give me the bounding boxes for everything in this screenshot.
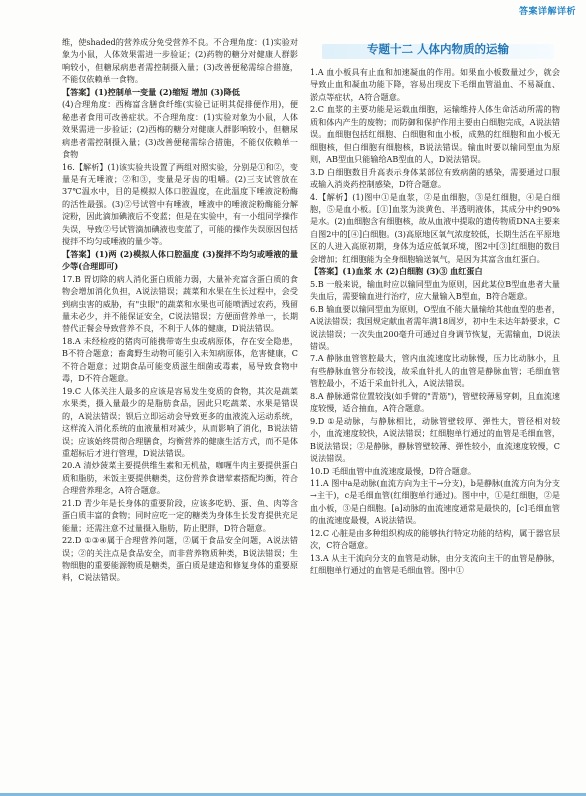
left-answer: 【答案】(1)两 (2)模拟人体口腔温度 (3)搅拌不均匀或唾液的量少等(合理即可) [62, 248, 298, 272]
left-question-item: 18.A 未经检疫的猪肉可能携带寄生虫或病原体，存在安全隐患，B不符合题意；畜禽野生动物可能引入未知病原体，危害健康，C不符合题意；过期食品可能变质滋生细菌或毒素，易导致食物中毒，D不符合题意。 [62, 335, 298, 384]
right-column [310, 66, 560, 577]
left-question-item: 20.A 清炒菠菜主要提供维生素和无机盐，咖喱牛肉主要提供蛋白质和脂肪，米饭主要提供糖类，这份营养食谱荤素搭配均衡，符合合理营养理念，A符合题意。 [62, 460, 298, 496]
right-question-item: 2.C 血浆的主要功能是运载血细胞，运输维持人体生命活动所需的物质和体内产生的废物；而防御和保护作用主要由白细胞完成，A说法错误。血细胞包括红细胞、白细胞和血小板，成熟的红细胞和血小板无细胞核，但白细胞有细胞核，B说法错误。输血时要以输同型血为原则，AB型血只能输给AB型血的人，D说法错误。 [310, 104, 560, 165]
right-question-item: 1.A 血小板具有止血和加速凝血的作用。如果血小板数量过少，就会导致止血和凝血功能下降，容易出现皮下毛细血管溢血、不易凝血、淤点等症状，A符合题意。 [310, 67, 560, 102]
right-answer: 【答案】(1)血浆 水 (2)白细胞 (3)③ 血红蛋白 [310, 266, 483, 277]
right-question-item: 13.A 从主干流向分支的血管是动脉，由分支流向主干的血管是静脉，红细胞单行通过的血管是毛细血管。图中① [310, 552, 560, 576]
right-question-item: 8.A 静脉通常位置较浅(如手臂的"青筋")，管壁较薄易穿刺，且血流速度较慢，适合抽血，A符合题意。 [310, 390, 560, 414]
left-answer: 【答案】(1)控制单一变量 (2)缩短 增加 (3)降低 [62, 86, 240, 97]
right-question-item: 9.D ①是动脉，与静脉相比，动脉管壁较厚、弹性大，管径相对较小，血流速度较快，A说法错误；红细胞单行通过的血管是毛细血管，B说法错误；②是静脉，静脉管壁较薄、弹性较小，血流速度较慢，C说法错误。 [310, 415, 560, 464]
page-header-tag: 答案详解详析 [518, 7, 576, 17]
right-question-item: 6.B 输血要以输同型血为原则，O型血不能大量输给其他血型的患者，A说法错误；我国规定献血者需年满18周岁，初中生未达年龄要求，C说法错误；一次失血200毫升可通过自身调节恢复，无需输血，D说法错误。 [310, 303, 560, 351]
left-explanation: 16.【解析】(1)该实验共设置了两组对照实验，分别是①和②，变量是有无唾液；②和③，变量是牙齿的咀嚼。(2)三支试管放在37℃温水中，目的是模拟人体口腔温度，在此温度下唾液淀粉酶的活性最强。(3)②号试管中有唾液，唾液中的唾液淀粉酶能分解淀粉，因此滴加碘液后不变蓝；但是在实验中，有一小组同学操作失误，导致②号试管滴加碘液也变蓝了，可能的操作失误原因包括搅拌不均匀或唾液的量少等。 [62, 161, 298, 247]
right-question-item: 10.D 毛细血管中血流速度最慢，D符合题意。 [310, 465, 477, 476]
right-explanation: 4.【解析】(1)图中①是血浆，②是血细胞，③是红细胞，④是白细胞，⑤是血小板。[①]血浆为淡黄色、半透明液体，其成分中约90%是水。(2)血细胞含有细胞核，故从血液中提取的遗传物质DNA主要来自图2中的[④]白细胞。(3)高原地区氧气浓度较低，长期生活在平原地区的人进入高原初期，身体为适应低氧环境，图2中[③]红细胞的数目会增加；红细胞能为全身细胞输送氧气，是因为其富含血红蛋白。 [310, 191, 560, 264]
right-question-item: 7.A 静脉血管管腔最大，管内血流速度比动脉慢，压力比动脉小，且有些静脉血管分布较浅，故采血针扎人的血管是静脉血管；毛细血管管腔最小，不适于采血针扎入，A说法错误。 [310, 353, 560, 389]
left-paragraph: 维，使shaded的营养成分免受营养不良。不合理角度：(1)实验对象为小鼠，人体效果需进一步验证；(2)药物的糖分对健康人群影响较小，但糖尿病患者需控制摄入量；(3)改善便秘需综合措施，不能仅依赖单一食物。 [62, 37, 298, 85]
topic-banner [322, 40, 554, 60]
left-question-item: 21.D 青少年是长身体的重要阶段，应该多吃奶、蛋、鱼、肉等含蛋白质丰富的食物；同时应吃一定的糖类为身体生长发育提供充足能量；还需注意不过量摄入脂肪，防止肥胖，D符合题意。 [62, 497, 298, 533]
right-question-item: 3.D 白细胞数目升高表示身体某部位有致病菌的感染，需要通过口服或输入消炎药控制感染，D符合题意。 [310, 166, 560, 190]
left-question-item: 19.C 人体关注人最多的应该是容易发生变质的食物，其次是蔬菜水果类，摄入量最少的是脂肪食品，因此只吃蔬菜、水果是错误的，A说法错误；钡后立即运动会导致更多的血液流入运动系统，这样流入消化系统的血液量相对减少，从而影响了消化，B说法错误；应该始终贯彻合理膳食，均衡营养的健康生活方式，而不是体重超标后才进行管理，D说法错误。 [62, 385, 298, 458]
left-paragraph: (4)合理角度：西梅富含膳食纤维(实验已证明其促排便作用)，便秘患者食用可改善症状。不合理角度：(1)实验对象为小鼠，人体效果需进一步验证；(2)西梅的糖分对健康人群影响较小，但糖尿病患者需控制摄入量；(3)改善便秘需综合措施，不能仅依赖单一食物 [62, 99, 298, 160]
left-question-item: 17.B 胃切除的病人消化蛋白质能力弱，大量补充富含蛋白质的食物会增加消化负担，A说法错误；蔬菜和水果在生长过程中，会受到病虫害的威胁，有"虫眼"的蔬菜和水果也可能喷洒过农药，残留量未必少，并不能保证安全，C说法错误；方便面营养单一，长期替代正餐会导致营养不良，不利于人体的健康，D说法错误。 [62, 273, 298, 334]
right-question-item: 12.C 心脏是由多种组织构成的能够执行特定功能的结构，属于器官层次，C符合题意。 [310, 527, 560, 551]
left-question-item: 22.D ①③④属于合理营养问题，②属于食品安全问题，A说法错误；②的关注点是食品安全，而非营养物质种类，B说法错误；生物细胞的重要能源物质是糖类，蛋白质是建造和修复身体的重要原料，C说法错误。 [62, 535, 298, 583]
topic-title: 专题十二 人体内物质的运输 [366, 42, 509, 56]
left-column [62, 36, 298, 584]
right-question-item: 5.B 一般来说，输血时应以输同型血为原则，因此某位B型血患者大量失血后，需要输血进行治疗，应大量输入B型血，B符合题意。 [310, 278, 560, 302]
right-question-item: 11.A 图中a是动脉(血流方向为主干→分支)，b是静脉(血流方向为分支→主干)，c是毛细血管(红细胞单行通过)。图中中，①是红细胞，②是血小板，③是白细胞。[a]动脉的血流速度通常是最快的，[c]毛细血管的血流速度最慢，A说法错误。 [310, 477, 560, 526]
